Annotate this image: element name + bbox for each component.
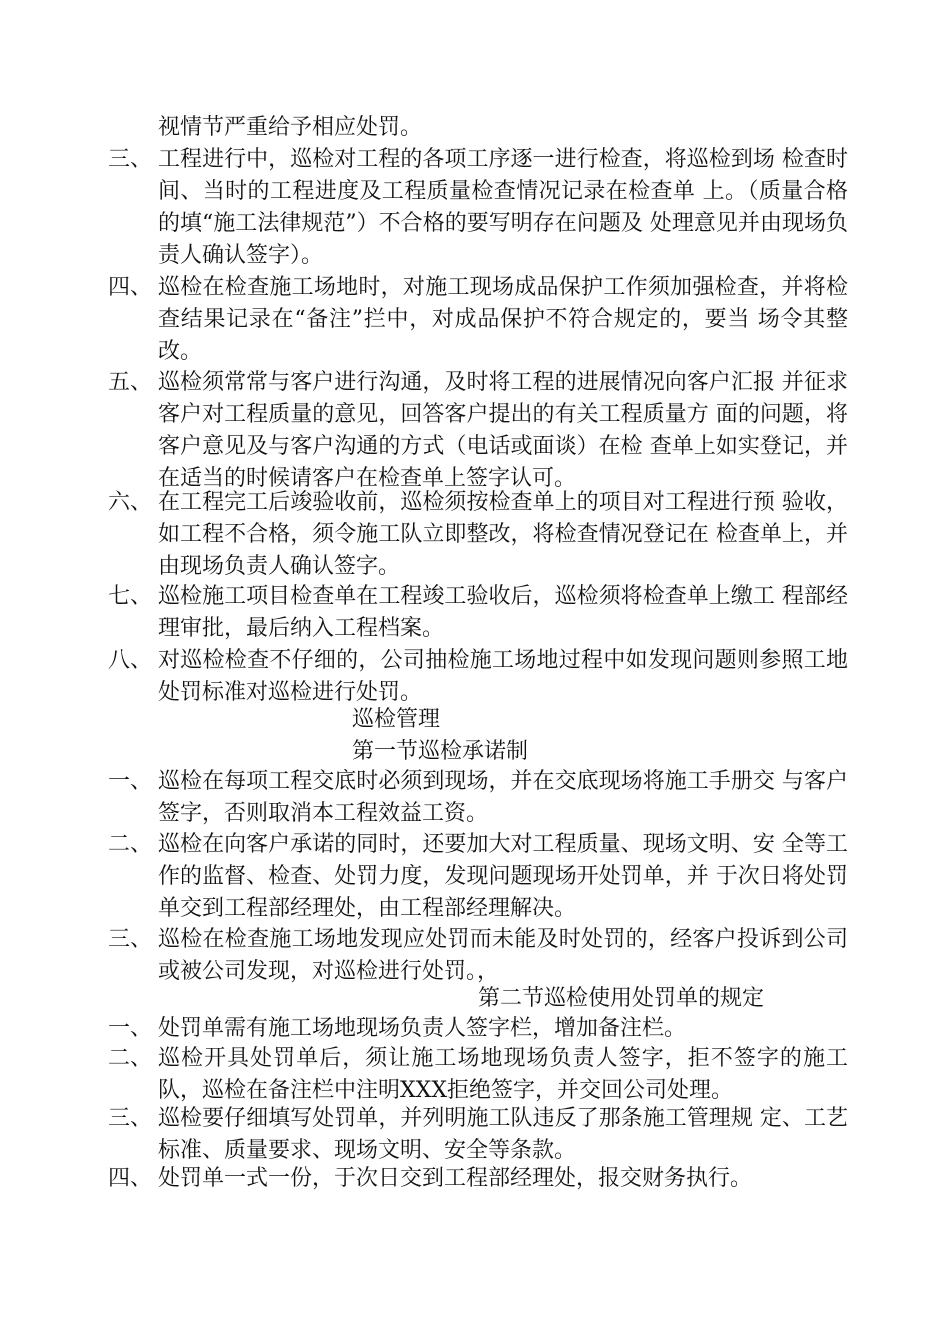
list-item-number: 四、 [108,275,153,300]
list-item [108,924,848,988]
list-item-number: 六、 [108,490,153,515]
list-item-number: 一、 [108,769,153,794]
list-item [108,1103,848,1167]
list-item-text: 在工程完工后竣验收前，巡检须按检查单上的项目对工程进行预 验收，如工程不合格，须令施工队立即整改，将检查情况登记在 检查单上，并由现场负责人确认签字。 [158,490,848,579]
list-item-text: 巡检施工项目检查单在工程竣工验收后，巡检须将检查单上缴工 程部经理审批，最后纳入工程档案。 [158,584,848,641]
list-item [108,367,848,495]
list-item [108,144,848,272]
list-item-number: 二、 [108,832,153,857]
list-item [108,272,848,368]
list-item [108,1013,848,1045]
section-heading: 第一节巡检承诺制 [352,739,529,764]
list-item-text: 巡检要仔细填写处罚单，并列明施工队违反了那条施工管理规 定、工艺标准、质量要求、现场文明、安全等条款。 [158,1106,848,1163]
list-item-number: 一、 [108,1016,153,1041]
list-item-number: 七、 [108,584,153,609]
list-item [108,829,848,925]
list-item-number: 八、 [108,648,153,673]
list-item-number: 三、 [108,147,153,172]
list-item [108,487,848,583]
list-item [108,1043,848,1107]
list-item-number: 二、 [108,1046,153,1071]
section-heading: 第二节巡检使用处罚单的规定 [478,986,765,1011]
list-item-text: 处罚单一式一份，于次日交到工程部经理处，报交财务执行。 [158,1166,753,1191]
section-heading: 巡检管理 [352,707,441,732]
list-item [108,645,848,709]
list-item-text: 巡检在向客户承诺的同时，还要加大对工程质量、现场文明、安 全等工作的监督、检查、处罚力度，发现问题现场开处罚单，并 于次日将处罚单交到工程部经理处，由工程部经理解决。 [158,832,848,921]
intro-continuation: 视情节严重给予相应处罚。 [158,115,423,140]
list-item [108,581,848,645]
list-item-number: 五、 [108,370,153,395]
list-item-text: 对巡检检查不仔细的，公司抽检施工场地过程中如发现问题则参照工地处罚标准对巡检进行处罚。 [158,648,848,705]
list-item-text: 工程进行中，巡检对工程的各项工序逐一进行检查，将巡检到场 检查时间、当时的工程进度及工程质量检查情况记录在检查单 上。（质量合格的填“施工法律规范”）不合格的要写明存在问题及 处理意见并由现场负责人确认签字）。 [158,147,848,268]
list-item [108,766,848,830]
list-item-text: 处罚单需有施工场地现场负责人签字栏，增加备注栏。 [158,1016,687,1041]
list-item-text: 巡检在检查施工场地时，对施工现场成品保护工作须加强检查，并将检查结果记录在“备注”拦中，对成品保护不符合规定的，要当 场令其整改。 [158,275,848,364]
list-item-text: 巡检在每项工程交底时必须到现场，并在交底现场将施工手册交 与客户签字，否则取消本工程效益工资。 [158,769,848,826]
list-item-text: 巡检开具处罚单后，须让施工场地现场负责人签字，拒不签字的施工队，巡检在备注栏中注明XXX拒绝签字，并交回公司处理。 [158,1046,848,1103]
list-item [108,1163,848,1195]
list-item-number: 三、 [108,1106,153,1131]
list-item-number: 四、 [108,1166,153,1191]
list-item-number: 三、 [108,927,153,952]
list-item-text: 巡检须常常与客户进行沟通，及时将工程的进展情况向客户汇报 并征求客户对工程质量的意见，回答客户提出的有关工程质量方 面的问题，将客户意见及与客户沟通的方式（电话或面谈）在检 查单上如实登记，并在适当的时候请客户在检查单上签字认可。 [158,370,848,491]
list-item-text: 巡检在检查施工场地发现应处罚而未能及时处罚的，经客户投诉到公司或被公司发现，对巡检进行处罚。， [158,927,848,984]
